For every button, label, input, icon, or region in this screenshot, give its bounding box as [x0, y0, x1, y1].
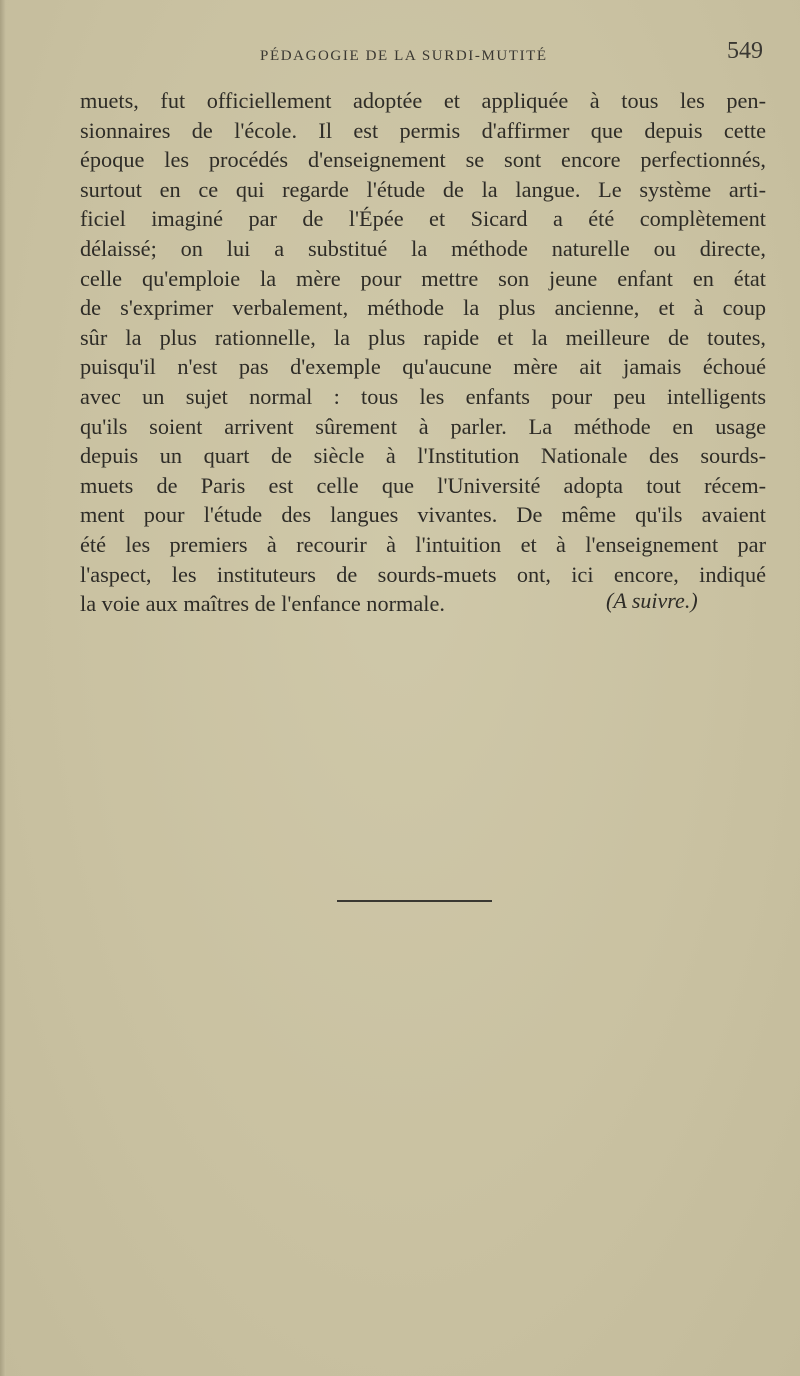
page-header	[0, 38, 800, 74]
text-line: muets de Paris est celle que l'Université adopta tout récem-	[80, 472, 766, 498]
text-line: puisqu'il n'est pas d'exemple qu'aucune mère ait jamais échoué	[80, 354, 766, 380]
text-line: époque les procédés d'enseignement se sont encore perfectionnés,	[80, 147, 766, 173]
text-line: depuis un quart de siècle à l'Institution Nationale des sourds-	[80, 443, 766, 469]
text-line: de s'exprimer verbalement, méthode la plus ancienne, et à coup	[80, 295, 766, 321]
text-line: muets, fut officiellement adoptée et appliquée à tous les pen-	[80, 88, 766, 113]
text-line: qu'ils soient arrivent sûrement à parler. La méthode en usage	[80, 413, 766, 439]
text-line: sionnaires de l'école. Il est permis d'affirmer que depuis cette	[80, 117, 766, 143]
text-line: surtout en ce qui regarde l'étude de la langue. Le système arti-	[80, 176, 766, 202]
text-line: avec un sujet normal : tous les enfants pour peu intelligents	[80, 383, 766, 409]
text-line: ficiel imaginé par de l'Épée et Sicard a été complètement	[80, 206, 766, 232]
text-line: délaissé; on lui a substitué la méthode naturelle ou directe,	[80, 235, 766, 261]
text-line: celle qu'emploie la mère pour mettre son jeune enfant en état	[80, 265, 766, 291]
continuation-notice	[606, 588, 698, 614]
section-divider	[337, 900, 492, 902]
text-line: l'aspect, les instituteurs de sourds-muets ont, ici encore, indiqué	[80, 561, 766, 587]
page-number: 549	[727, 38, 763, 64]
continuation-text: (A suivre.)	[606, 588, 698, 613]
page-left-edge	[0, 0, 6, 1376]
text-line: sûr la plus rationnelle, la plus rapide et la meilleure de toutes,	[80, 324, 766, 350]
text-line-last: la voie aux maîtres de l'enfance normale.	[80, 591, 445, 617]
running-title: PÉDAGOGIE DE LA SURDI-MUTITÉ	[260, 48, 548, 64]
text-line: ment pour l'étude des langues vivantes. De même qu'ils avaient	[80, 502, 766, 528]
body-paragraph	[80, 86, 766, 619]
text-line: été les premiers à recourir à l'intuition et à l'enseignement par	[80, 531, 766, 557]
